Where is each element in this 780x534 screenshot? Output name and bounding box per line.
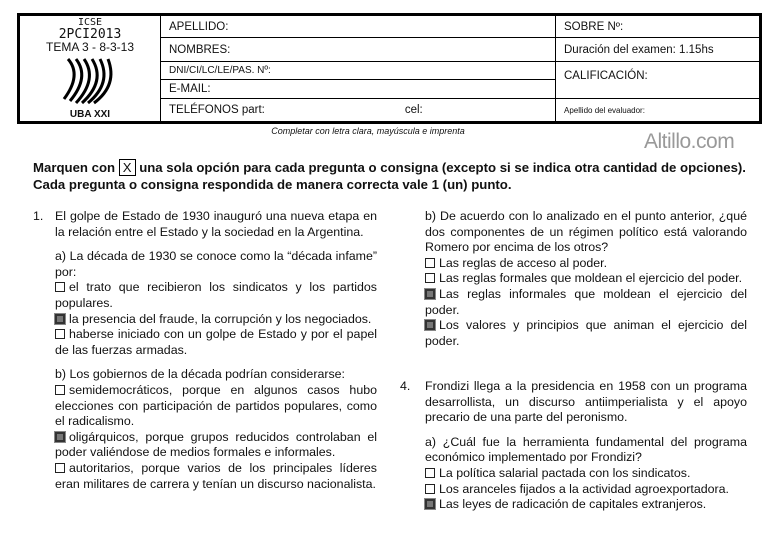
dni-field[interactable] [161, 62, 271, 79]
duracion-text [556, 38, 714, 61]
answer-option[interactable] [425, 318, 747, 349]
evaluador-label: Apellido del evaluador: [564, 105, 645, 115]
checked-checkbox[interactable] [55, 432, 65, 442]
apellido-field[interactable] [161, 16, 228, 37]
checkbox[interactable] [425, 468, 435, 478]
evaluador-field [556, 99, 645, 121]
question-3b [425, 209, 747, 349]
dni-label: DNI/CI/LC/LE/PAS. Nº: [169, 65, 271, 76]
answer-option[interactable] [55, 383, 377, 430]
answer-option[interactable] [425, 482, 747, 498]
option-text: Los valores y principios que animan el ejercicio del poder. [425, 318, 747, 348]
option-text: autoritarios, porque varios de los principales líderes eran militares de carrera y tenían un discurso nacionalista. [55, 460, 377, 491]
option-text: la presencia del fraude, la corrupción y los negociados. [69, 311, 372, 326]
instructions [33, 159, 768, 193]
checkbox[interactable] [55, 329, 65, 339]
question-prompt: a) La década de 1930 se conoce como la “década infame” por: [55, 249, 377, 279]
option-text: La política salarial pactada con los sindicatos. [439, 465, 691, 480]
answer-option[interactable] [55, 461, 377, 492]
answer-option[interactable] [55, 312, 377, 328]
email-label: E-MAIL: [169, 83, 211, 95]
watermark: Altillo.com [644, 130, 735, 153]
checked-checkbox[interactable] [425, 499, 435, 509]
checkbox[interactable] [55, 282, 65, 292]
header-table [17, 13, 762, 124]
instructions-pre: Marquen con [33, 160, 119, 175]
option-text: Las reglas informales que moldean el ejercicio del poder. [425, 286, 747, 317]
logo-line3: TEMA 3 - 8-3-13 [45, 40, 135, 54]
question-4 [425, 379, 747, 513]
answer-option[interactable] [425, 256, 747, 272]
nombres-label: NOMBRES: [169, 43, 231, 56]
answer-option[interactable] [425, 271, 747, 287]
checked-checkbox[interactable] [425, 320, 435, 330]
option-text: Los aranceles fijados a la actividad agroexportadora. [439, 481, 729, 496]
answer-option[interactable] [425, 466, 747, 482]
question-text: Frondizi llega a la presidencia en 1958 con un programa desarrollista, un discurso antiimperialista y el apoyo precario de una parte del peronismo. [425, 379, 747, 425]
option-text: semidemocráticos, porque en algunos casos hubo elecciones con participación de partidos populares, como el radicalismo. [55, 382, 377, 429]
logo-line1: ICSE [77, 17, 103, 28]
answer-option[interactable] [55, 430, 377, 461]
checkbox[interactable] [425, 484, 435, 494]
checked-checkbox[interactable] [55, 314, 65, 324]
telefonos-label: TELÉFONOS part: [169, 104, 265, 116]
answer-option[interactable] [425, 287, 747, 318]
email-field[interactable] [161, 80, 211, 98]
logo-line2: 2PCI2013 [58, 27, 122, 42]
sobre-field[interactable] [556, 16, 623, 37]
option-text: oligárquicos, porque grupos reducidos controlaban el poder valiéndose de medios formales e informales. [55, 429, 377, 460]
checkbox[interactable] [425, 273, 435, 283]
question-prompt: b) Los gobiernos de la década podrían considerarse: [55, 367, 345, 382]
apellido-label: APELLIDO: [169, 20, 229, 33]
question-number: 4. [400, 379, 411, 393]
answer-option[interactable] [55, 327, 377, 358]
uba-logo-icon [60, 55, 120, 105]
option-text: Las leyes de radicación de capitales extranjeros. [439, 497, 707, 512]
calificacion-label: CALIFICACIÓN: [564, 69, 648, 82]
checked-checkbox[interactable] [425, 289, 435, 299]
duracion-label: Duración del examen: 1.15hs [564, 43, 714, 56]
checkbox[interactable] [55, 385, 65, 395]
x-mark-example: X [119, 159, 136, 176]
nombres-field[interactable] [161, 38, 230, 61]
question-1 [55, 209, 377, 492]
logo-block [20, 16, 160, 121]
answer-option[interactable] [425, 497, 747, 513]
instructions-post: una sola opción para cada pregunta o consigna (excepto si se indica otra cantidad de opciones). Cada pregunta o consigna respondida de manera correcta vale 1 (un) punto. [33, 160, 746, 192]
question-number: 1. [33, 209, 44, 223]
logo-brand: UBA XXI [69, 109, 111, 120]
question-prompt: a) ¿Cuál fue la herramienta fundamental del programa económico implementado por Frondizi? [425, 434, 747, 465]
option-text: haberse iniciado con un golpe de Estado y por el papel de las fuerzas armadas. [55, 327, 377, 357]
calificacion-field [556, 62, 648, 89]
telefonos-field[interactable] [161, 99, 555, 121]
question-prompt: b) De acuerdo con lo analizado en el punto anterior, ¿qué dos componentes de un régimen político está valorando Romero por encima de los otros? [425, 209, 747, 255]
sobre-label: SOBRE Nº: [564, 20, 624, 33]
option-text: el trato que recibieron los sindicatos y los partidos populares. [55, 280, 377, 310]
header-caption: Completar con letra clara, mayúscula e imprenta [271, 126, 465, 136]
checkbox[interactable] [425, 258, 435, 268]
option-text: Las reglas formales que moldean el ejercicio del poder. [439, 271, 743, 286]
checkbox[interactable] [55, 463, 65, 473]
question-text: El golpe de Estado de 1930 inauguró una nueva etapa en la relación entre el Estado y la sociedad en la Argentina. [55, 209, 377, 239]
answer-option[interactable] [55, 280, 377, 311]
option-text: Las reglas de acceso al poder. [439, 255, 608, 270]
cel-label: cel: [404, 104, 423, 116]
